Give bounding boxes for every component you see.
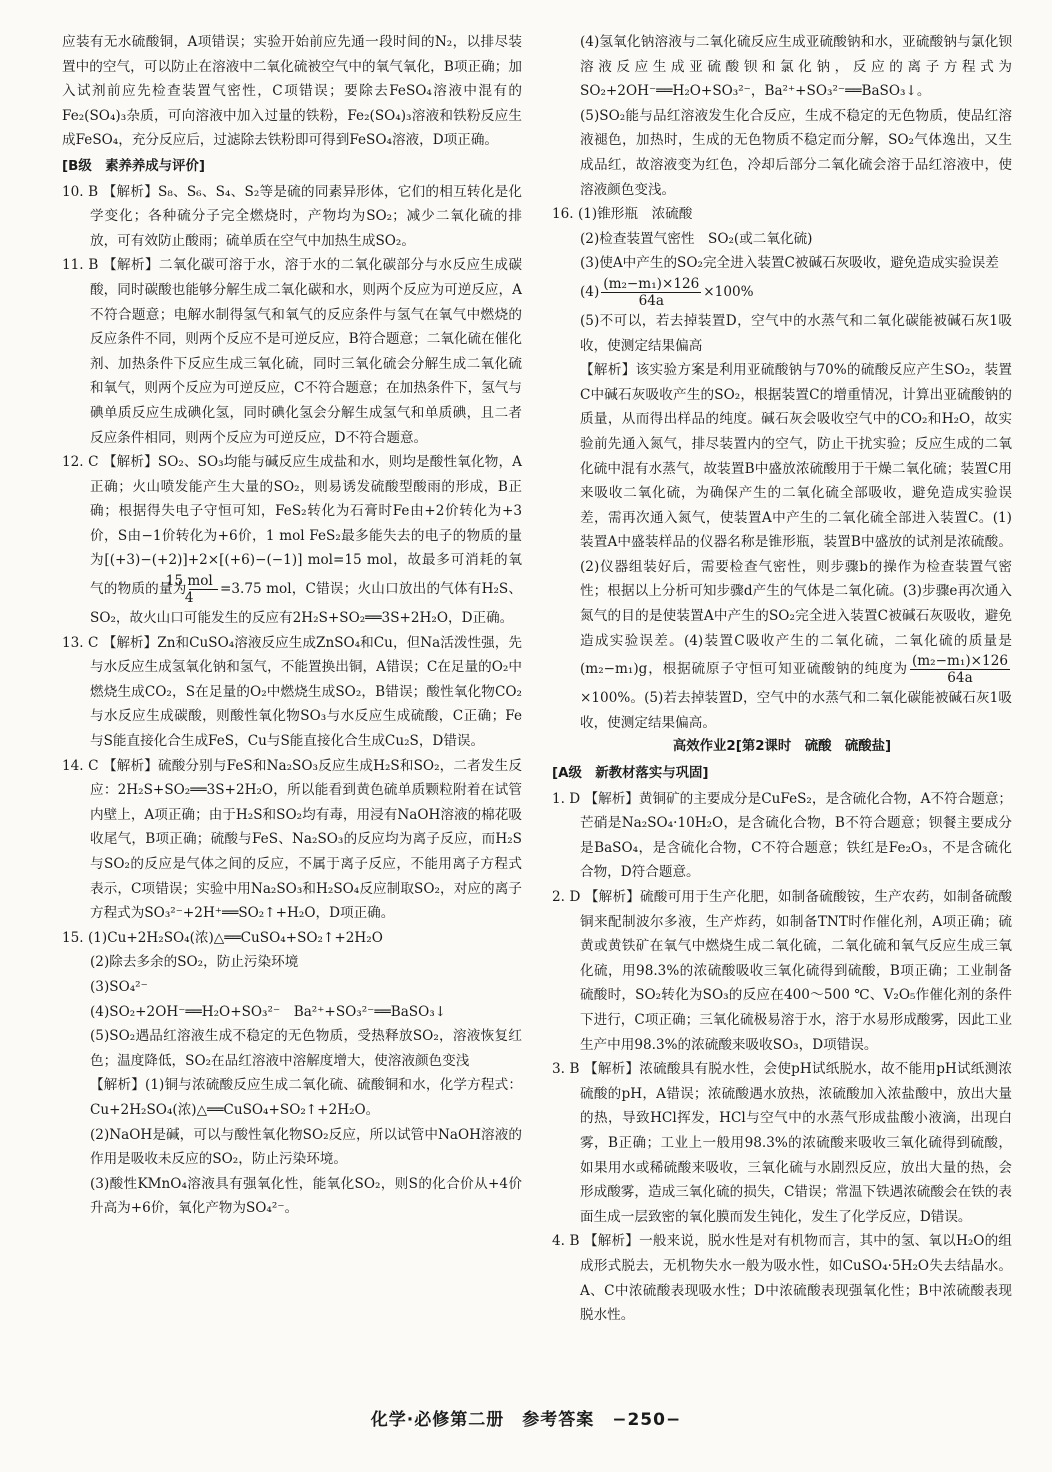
answer-15-part-3: (3)SO₄²⁻ xyxy=(90,978,148,995)
answer-16-explanation-tail: ×100%。(5)若去掉装置D，空气中的水蒸气和二氧化碳能被碱石灰1吸收，使测定结果偏高。 xyxy=(580,690,1012,731)
fraction-numerator: (m₂−m₁)×126 xyxy=(603,275,700,292)
lesson-title: 高效作业2[第2课时 硫酸 硫酸盐] xyxy=(672,739,892,755)
fraction-denominator: 64a xyxy=(638,292,664,309)
answer-16-explanation-text: 【解析】该实验方案是利用亚硫酸钠与70%的硫酸反应产生SO₂，装置C中碱石灰吸收产生的SO₂，根据装置C的增重情况，计算出亚硫酸钠的质量，从而得出样品的纯度。碱石灰会吸收空气中的CO₂和H₂O，故实验前先通入氮气，排尽装置内的空气，防止干扰实验；反应生成的二氧化硫中混有水蒸气，故装置B中盛放浓硫酸用于干燥二氧化硫；装置C用来吸收二氧化硫，为确保产生的二氧化硫全部吸收，避免造成实验误差，需再次通入氮气，使装置A中产生的二氧化硫全部进入装置C。(1)装置A中盛装样品的仪器名称是锥形瓶，装置B中盛放的试剂是浓硫酸。(2)仪器组装好后，需要检查气密性，则步骤b的操作为检查装置气密性；根据以上分析可知步骤d产生的气体是二氧化硫。(3)步骤e再次通入氮气的目的是使装置A中产生的SO₂完全进入装置C被碱石灰吸收，避免造成实验误差。(4)装置C吸收产生的二氧化硫，二氧化硫的质量是(m₂−m₁)g，根据硫原子守恒可知亚硫酸钠的纯度为 xyxy=(580,362,1012,678)
fraction-15mol-over-4 xyxy=(165,573,218,607)
fraction-numerator: (m₂−m₁)×126 xyxy=(911,653,1008,670)
answer-16-part-4 xyxy=(552,276,1012,309)
answer-15-explanation-4: (4)氢氧化钠溶液与二氧化硫反应生成亚硫酸钠和水，亚硫酸钠与氯化钡溶液反应生成亚硫酸钡和氯化钠，反应的离子方程式为SO₂+2OH⁻══H₂O+SO₃²⁻，Ba²⁺+SO₃²⁻══BaSO₃↓。 xyxy=(580,34,1012,100)
left-column xyxy=(62,30,522,1221)
answer-15-explanation-2: (2)NaOH是碱，可以与酸性氧化物SO₂反应，所以试管中NaOH溶液的作用是吸收未反应的SO₂，防止污染环境。 xyxy=(90,1126,522,1168)
answer-16-part-3: (3)使A中产生的SO₂完全进入装置C被碱石灰吸收，避免造成实验误差 xyxy=(580,255,999,272)
answer-15-explanation-1: 【解析】(1)铜与浓硫酸反应生成二氧化硫、硫酸铜和水，化学方程式：Cu+2H₂SO₄(浓)△══CuSO₄+SO₂↑+2H₂O。 xyxy=(90,1077,522,1118)
answer-10: 10. B 【解析】S₈、S₆、S₄、S₂等是硫的同素异形体，它们的相互转化是化学变化；各种硫分子完全燃烧时，产物均为SO₂；减少二氧化硫的排放，可有效防止酸雨；硫单质在空气中加热生成SO₂。 xyxy=(62,183,522,249)
answer-16-part-1: 16. (1)锥形瓶 浓硫酸 xyxy=(552,206,693,223)
section-a-heading: [A级 新教材落实与巩固] xyxy=(552,766,709,782)
fraction-denominator: 4 xyxy=(184,590,194,607)
right-column xyxy=(552,30,1012,1328)
answer-15-part-4: (4)SO₂+2OH⁻══H₂O+SO₃²⁻ Ba²⁺+SO₃²⁻══BaSO₃↓ xyxy=(90,1003,447,1020)
answer-16-part-5: (5)不可以，若去掉装置D，空气中的水蒸气和二氧化碳能被碱石灰1吸收，使测定结果偏高 xyxy=(580,312,1012,354)
fraction-purity xyxy=(601,276,701,309)
answer-11: 11. B 【解析】二氧化碳可溶于水，溶于水的二氧化碳部分与水反应生成碳酸，同时碳酸也能够分解生成二氧化碳和水，则两个反应为可逆反应，A不符合题意；电解水制得氢气和氧气的反应条件与氢气在氧气中燃烧的反应条件不同，则两个反应不是可逆反应，B符合题意；二氧化硫在催化剂、加热条件下反应生成三氧化硫，同时三氧化硫会分解生成二氧化硫和氧气，则两个反应为可逆反应，C不符合题意；在加热条件下，氢气与碘单质反应生成碘化氢，同时碘化氢会分解生成氢气和单质碘，且二者反应条件相同，则两个反应为可逆反应，D不符合题意。 xyxy=(62,257,522,446)
lesson2-answer-3: 3. B 【解析】浓硫酸具有脱水性，会使pH试纸脱水，故不能用pH试纸测浓硫酸的pH，A错误；浓硫酸遇水放热，浓硫酸加入浓盐酸中，放出大量的热，导致HCl挥发，HCl与空气中的水蒸气形成盐酸小液滴，出现白雾，B正确；工业上一般用98.3%的浓硫酸来吸收三氧化硫得到硫酸，如果用水或稀硫酸来吸收，三氧化硫与水剧烈反应，放出大量的热，会形成酸雾，造成三氧化硫的损失，C错误；常温下铁遇浓硫酸会在铁的表面生成一层致密的氧化膜而发生钝化，发生了化学反应，D错误。 xyxy=(552,1061,1012,1225)
answer-15-part-2: (2)除去多余的SO₂，防止污染环境 xyxy=(90,954,299,971)
answer-12 xyxy=(62,450,522,631)
answer-15-part-1: 15. (1)Cu+2H₂SO₄(浓)△══CuSO₄+SO₂↑+2H₂O xyxy=(62,929,383,946)
page-footer: 化学·必修第二册 参考答案 −250− xyxy=(370,1410,682,1430)
answer-16-part-4-label: (4) xyxy=(580,283,600,300)
section-b-heading: [B级 素养养成与评价] xyxy=(62,158,205,174)
answer-9-continued: 应装有无水硫酸铜，A项错误；实验开始前应先通一段时间的N₂，以排尽装置中的空气，可以防止在溶液中二氧化硫被空气中的氧气氧化，B项正确；加入试剂前应先检查装置气密性，C项错误；要除去FeSO₄溶液中混有的Fe₂(SO₄)₃杂质，可向溶液中加入过量的铁粉，Fe₂(SO₄)₃溶液和铁粉反应生成FeSO₄，充分反应后，过滤除去铁粉即可得到FeSO₄溶液，D项正确。 xyxy=(62,34,522,149)
fraction-numerator: 15 mol xyxy=(189,573,218,590)
fraction-denominator: 64a xyxy=(947,670,973,687)
lesson2-answer-2: 2. D 【解析】硫酸可用于生产化肥，如制备硫酸铵，生产农药，如制备硫酸铜来配制波尔多液，生产炸药，如制备TNT时作催化剂，A项正确；硫黄或黄铁矿在氧气中燃烧生成二氧化硫，二氧化硫和氧气反应生成三氧化硫，用98.3%的浓硫酸吸收三氧化硫得到硫酸，B项正确；工业制备硫酸时，SO₂转化为SO₃的反应在400～500 ℃、V₂O₅作催化剂的条件下进行，C项正确；三氧化硫极易溶于水，溶于水易形成酸雾，因此工业生产中用98.3%的浓硫酸来吸收SO₃，D项错误。 xyxy=(552,889,1012,1053)
fraction-purity-explanation xyxy=(910,653,1010,686)
answer-16-part-2: (2)检查装置气密性 SO₂(或二氧化硫) xyxy=(580,230,813,247)
answer-16-part-4-tail: ×100% xyxy=(703,283,754,300)
answer-14: 14. C 【解析】硫酸分别与FeS和Na₂SO₃反应生成H₂S和SO₂，二者发生反应：2H₂S+SO₂══3S+2H₂O，所以能看到黄色硫单质颗粒附着在试管内壁上，A项正确；由于H₂S和SO₂均有毒，用浸有NaOH溶液的棉花吸收尾气，B项正确；硫酸与FeS、Na₂SO₃的反应均为离子反应，而H₂S与SO₂的反应是气体之间的反应，不属于离子反应，不能用离子方程式表示，C项错误；实验中用Na₂SO₃和H₂SO₄反应制取SO₂，对应的离子方程式为SO₃²⁻+2H⁺══SO₂↑+H₂O，D项正确。 xyxy=(62,757,522,922)
answer-15-explanation-3: (3)酸性KMnO₄溶液具有强氧化性，能氧化SO₂，则S的化合价从+4价升高为+6价，氧化产物为SO₄²⁻。 xyxy=(90,1175,522,1217)
answer-13: 13. C 【解析】Zn和CuSO₄溶液反应生成ZnSO₄和Cu，但Na活泼性强，先与水反应生成氢氧化钠和氢气，不能置换出铜，A错误；C在足量的O₂中燃烧生成CO₂，S在足量的O₂中燃烧生成SO₂，B错误；酸性氧化物CO₂与水反应生成碳酸，则酸性氧化物SO₃与水反应生成硫酸，C正确；Fe与S能直接化合生成FeS，Cu与S能直接化合生成Cu₂S，D错误。 xyxy=(62,634,522,750)
answer-15-explanation-5: (5)SO₂能与品红溶液发生化合反应，生成不稳定的无色物质，使品红溶液褪色，加热时，生成的无色物质不稳定而分解，SO₂气体逸出，又生成品红，故溶液变为红色，冷却后部分二氧化硫会溶于品红溶液中，使溶液颜色变浅。 xyxy=(580,107,1012,198)
lesson2-answer-4: 4. B 【解析】一般来说，脱水性是对有机物而言，其中的氢、氧以H₂O的组成形式脱去，无机物失水一般为吸水性，如CuSO₄·5H₂O失去结晶水。A、C中浓硫酸表现吸水性；D中浓硫酸表现强氧化性；B中浓硫酸表现脱水性。 xyxy=(552,1233,1012,1324)
answer-15-part-5: (5)SO₂遇品红溶液生成不稳定的无色物质，受热释放SO₂，溶液恢复红色；温度降低，SO₂在品红溶液中溶解度增大，使溶液颜色变浅 xyxy=(90,1028,522,1069)
answer-12-text-a: 12. C 【解析】SO₂、SO₃均能与碱反应生成盐和水，则均是酸性氧化物，A正确；火山喷发能产生大量的SO₂，则易诱发硫酸型酸雨的形成，B正确；根据得失电子守恒可知，FeS₂转化为石膏时Fe由+2价转化为+3价，S由−1价转化为+6价，1 mol FeS₂最多能失去的电子的物质的量为[(+3)−(+2)]+2×[(+6)−(−1)] mol=15 mol，故最多可消耗的氧气的物质的量为 xyxy=(62,454,522,598)
lesson2-answer-1: 1. D 【解析】黄铜矿的主要成分是CuFeS₂，是含硫化合物，A不符合题意；芒硝是Na₂SO₄·10H₂O，是含硫化合物，B不符合题意；钡餐主要成分是BaSO₄，是含硫化合物，C不符合题意；铁红是Fe₂O₃，不是含硫化合物，D符合题意。 xyxy=(552,790,1013,881)
answer-12-text-b: =3.75 mol，C错误；火山口放出的气体有H₂S、SO₂，故火山口可能发生的反应有2H₂S+SO₂══3S+2H₂O，D正确。 xyxy=(90,581,523,627)
answer-16-explanation xyxy=(552,358,1012,735)
